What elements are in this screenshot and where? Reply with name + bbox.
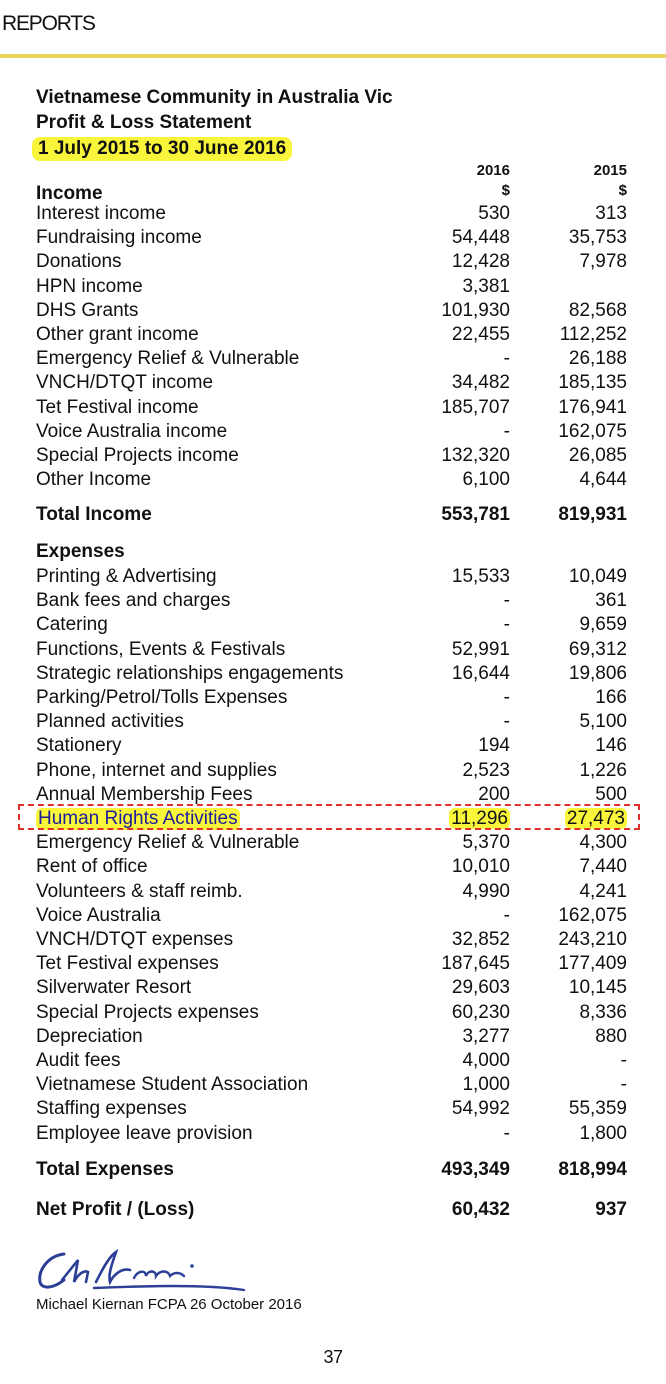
table-row [0, 1098, 666, 1122]
table-row [0, 203, 666, 227]
row-value-2015: 162,075 [558, 904, 627, 926]
row-label: Phone, internet and supplies [36, 759, 277, 781]
row-label: Interest income [36, 203, 166, 224]
row-value-2015: 162,075 [558, 420, 627, 442]
net-profit-2016: 60,432 [451, 1199, 510, 1220]
row-label: Special Projects income [36, 445, 239, 466]
row-value-2016: 4,000 [462, 1050, 510, 1071]
header-rule [0, 54, 666, 58]
row-value-2015: 82,568 [568, 299, 627, 321]
row-value-2016: - [503, 711, 510, 733]
row-label: Donations [36, 251, 122, 273]
row-value-2016: 200 [478, 783, 510, 805]
table-row [0, 977, 666, 1001]
row-value-2016: 52,991 [451, 638, 510, 660]
table-row [0, 469, 666, 493]
signature-image [34, 1240, 254, 1296]
col-header-2015-currency: $ [618, 182, 627, 199]
row-value-2016: 185,707 [441, 396, 510, 418]
row-label: VNCH/DTQT expenses [36, 929, 234, 950]
row-label: Tet Festival expenses [36, 953, 219, 975]
org-name: Vietnamese Community in Australia Vic [36, 87, 393, 108]
row-value-2016: 4,990 [462, 880, 510, 902]
col-header-2016: 2016 [476, 162, 510, 179]
total-income-label: Total Income [36, 504, 152, 525]
total-expenses-row [0, 1159, 666, 1183]
row-value-2015: 146 [595, 735, 627, 757]
row-value-2016: 1,000 [462, 1074, 510, 1096]
row-label: Vietnamese Student Association [36, 1074, 309, 1096]
row-label: HPN income [36, 275, 143, 297]
net-profit-2015: 937 [595, 1199, 627, 1220]
row-label: Annual Membership Fees [36, 783, 253, 805]
row-value-2015: 176,941 [558, 396, 627, 418]
row-value-2016: 6,100 [462, 469, 510, 491]
table-row [0, 397, 666, 421]
row-value-2015: 112,252 [559, 324, 627, 345]
row-value-2016: 29,603 [451, 977, 510, 999]
total-expenses-label: Total Expenses [36, 1159, 174, 1180]
row-value-2015: 35,753 [568, 227, 627, 249]
row-value-2016: - [503, 1122, 510, 1144]
row-value-2016: 15,533 [451, 566, 510, 587]
total-expenses-2016: 493,349 [441, 1159, 510, 1180]
highlight-dashed-box [18, 804, 640, 830]
row-value-2015: 361 [595, 590, 627, 612]
row-value-2015: 55,359 [568, 1098, 627, 1120]
row-value-2015: 26,085 [568, 445, 627, 466]
row-label: Rent of office [36, 856, 148, 878]
table-row [0, 614, 666, 638]
row-value-2016: 16,644 [451, 662, 510, 684]
row-value-2015: 313 [595, 203, 627, 224]
row-label: Catering [36, 614, 108, 636]
total-income-2015: 819,931 [558, 504, 627, 525]
row-label: Silverwater Resort [36, 977, 192, 999]
row-value-2016: 54,992 [451, 1098, 510, 1120]
row-label: Planned activities [36, 711, 184, 733]
row-label: Employee leave provision [36, 1122, 253, 1144]
col-header-2015: 2015 [593, 162, 627, 179]
row-value-2016: 54,448 [451, 227, 510, 249]
table-row [0, 421, 666, 445]
row-label: Other grant income [36, 324, 199, 345]
table-row [0, 735, 666, 759]
col-header-2016-currency: $ [501, 182, 510, 199]
row-label: Voice Australia [36, 904, 161, 926]
row-value-2016: - [503, 687, 510, 708]
table-row [0, 1026, 666, 1050]
row-value-2015: 26,188 [568, 348, 627, 370]
total-income-row [0, 504, 666, 528]
expenses-section-title: Expenses [36, 541, 125, 562]
row-value-2016: - [503, 614, 510, 636]
table-row [0, 953, 666, 977]
table-row [0, 687, 666, 711]
total-expenses-2015: 818,994 [558, 1159, 627, 1180]
table-row [0, 445, 666, 469]
row-value-2016: 60,230 [451, 1001, 510, 1023]
row-value-2016: - [503, 420, 510, 442]
row-label: Staffing expenses [36, 1098, 187, 1120]
signature-caption: Michael Kiernan FCPA 26 October 2016 [36, 1296, 302, 1313]
row-label: Voice Australia income [36, 420, 228, 442]
table-row [0, 1002, 666, 1026]
row-value-2015: 9,659 [579, 614, 627, 636]
total-income-2016: 553,781 [441, 504, 510, 525]
table-row [0, 760, 666, 784]
row-value-2016: - [503, 904, 510, 926]
row-label: Special Projects expenses [36, 1001, 259, 1023]
row-value-2016: 194 [478, 735, 510, 757]
highlighted-value-2015: 27,473 [566, 808, 625, 829]
header-section-title: REPORTS [2, 12, 95, 35]
table-row [0, 590, 666, 614]
row-value-2016: 187,645 [441, 953, 510, 975]
row-label: Volunteers & staff reimb. [36, 880, 243, 902]
row-value-2015: 19,806 [568, 662, 627, 684]
table-row [0, 856, 666, 880]
row-label: Parking/Petrol/Tolls Expenses [36, 687, 288, 708]
row-value-2016: - [503, 590, 510, 612]
table-row [0, 300, 666, 324]
table-row [0, 905, 666, 929]
row-value-2016: 10,010 [451, 856, 510, 878]
highlighted-value-2016: 11,296 [451, 808, 508, 829]
table-row [0, 639, 666, 663]
row-label: Emergency Relief & Vulnerable [36, 832, 300, 854]
page-number: 37 [323, 1347, 343, 1367]
table-row [0, 348, 666, 372]
row-value-2016: 32,852 [451, 929, 510, 950]
row-value-2015: 1,800 [579, 1122, 627, 1144]
row-value-2015: 5,100 [579, 711, 627, 733]
table-row [0, 663, 666, 687]
table-row [0, 711, 666, 735]
row-value-2016: - [503, 348, 510, 370]
row-value-2015: 4,241 [579, 880, 627, 902]
table-row [0, 372, 666, 396]
row-value-2016: 3,277 [462, 1025, 510, 1047]
table-row [0, 1074, 666, 1098]
row-label: Human Rights Activities [38, 808, 238, 829]
row-label: Strategic relationships engagements [36, 662, 344, 684]
statement-period: 1 July 2015 to 30 June 2016 [32, 137, 292, 161]
row-value-2016: 101,930 [441, 299, 510, 321]
row-value-2015: 8,336 [579, 1001, 627, 1023]
row-label: Fundraising income [36, 227, 202, 249]
table-row [0, 1050, 666, 1074]
row-value-2016: 22,455 [451, 324, 510, 345]
row-label: Other Income [36, 469, 152, 491]
table-row [0, 227, 666, 251]
table-row [0, 324, 666, 348]
row-value-2015: 10,049 [568, 566, 627, 587]
row-value-2015: - [620, 1050, 627, 1071]
table-row [0, 1123, 666, 1147]
table-row [0, 566, 666, 590]
row-value-2015: 69,312 [568, 638, 627, 660]
row-label: Functions, Events & Festivals [36, 638, 286, 660]
row-value-2015: 185,135 [558, 372, 627, 394]
row-label: Tet Festival income [36, 396, 199, 418]
row-value-2015: 4,644 [579, 469, 627, 491]
table-row [0, 881, 666, 905]
table-row [0, 832, 666, 856]
row-value-2016: 2,523 [462, 759, 510, 781]
row-label: Bank fees and charges [36, 590, 231, 612]
table-row [0, 276, 666, 300]
income-section-title: Income [36, 183, 103, 204]
row-label: Printing & Advertising [36, 566, 217, 587]
row-label: Depreciation [36, 1025, 143, 1047]
row-value-2015: 10,145 [568, 977, 627, 999]
row-label: DHS Grants [36, 299, 139, 321]
statement-title: Profit & Loss Statement [36, 112, 252, 133]
net-profit-row [0, 1199, 666, 1223]
row-value-2015: 880 [595, 1025, 627, 1047]
row-value-2016: 12,428 [451, 251, 510, 273]
net-profit-label: Net Profit / (Loss) [36, 1199, 195, 1220]
row-value-2015: 243,210 [558, 929, 627, 950]
row-value-2016: 132,320 [441, 445, 510, 466]
row-value-2015: 7,440 [579, 856, 627, 878]
row-value-2016: 3,381 [462, 275, 510, 297]
row-label: VNCH/DTQT income [36, 372, 214, 394]
row-value-2016: 530 [478, 203, 510, 224]
row-value-2015: 1,226 [579, 759, 627, 781]
row-value-2015: 166 [595, 687, 627, 708]
row-value-2015: 4,300 [579, 832, 627, 854]
row-value-2015: 177,409 [558, 953, 627, 975]
row-value-2015: - [620, 1074, 627, 1096]
row-label: Audit fees [36, 1050, 121, 1071]
table-row [0, 251, 666, 275]
row-value-2015: 500 [595, 783, 627, 805]
row-value-2016: 5,370 [462, 832, 510, 854]
table-row [0, 929, 666, 953]
row-value-2016: 34,482 [451, 372, 510, 394]
row-value-2015: 7,978 [579, 251, 627, 273]
row-label: Emergency Relief & Vulnerable [36, 348, 300, 370]
row-label: Stationery [36, 735, 122, 757]
